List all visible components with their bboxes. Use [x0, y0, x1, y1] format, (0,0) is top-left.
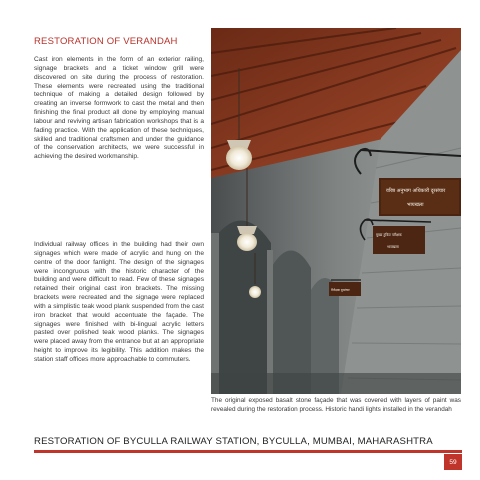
section-heading: RESTORATION OF VERANDAH [34, 36, 178, 47]
sign-1-line-2: भायखला [407, 202, 424, 208]
body-paragraph-1: Cast iron elements in the form of an exterior railing, signage brackets and a ticket window grill were discovered on site during the process of restoration. These elements were recreated using the traditional technique of making a detailed design followed by creating an inverse formwork to cast the metal and then finishing the final product all done by employing manual labour and reviving artisan fabrication workshops that is a fading practice. With the application of these techniques, skilled and traditional craftsmen and under the guidance of the conservation architects, we were successful in achieving the desired workmanship. [34, 56, 204, 161]
sign-2-line-2: भायखला [387, 245, 399, 249]
sign-2-line-1: मुख्य टुकिट परीक्षक [376, 233, 402, 237]
photo-caption: The original exposed basalt stone façade that was covered with layers of paint was revealed during the restoration process. Historic handi lights installed in the verandah [211, 397, 461, 413]
sign-3-line-1: निरीक्षक दूरसंचार [331, 288, 350, 292]
body-paragraph-2: Individual railway offices in the building had their own signages which were made of acrylic and hung on the centre of the door fanlight. The design of the signages were incongruous with the historic character of the building and were difficult to read. Few of these signages retained their original cast iron brackets. The missing brackets were recreated and the signage were replaced with a simplistic teak wood plank suspended from the cast iron bracket that would accentuate the façade. The signages were finished with bi-lingual acrylic letters pasted over polished teak wood planks. The signages were placed away from the entrance but at an appropriate height to improve its legibility. This addition makes the station staff offices more approachable to commuters. [34, 241, 204, 363]
page-number: 59 [444, 454, 462, 470]
sign-1-line-1: वरिष्ठ अनुभाग अधिकारी दूरसंचार [386, 188, 446, 194]
verandah-photo [211, 28, 461, 394]
footer-rule [34, 450, 462, 453]
footer-title: RESTORATION OF BYCULLA RAILWAY STATION, BYCULLA, MUMBAI, MAHARASHTRA [34, 436, 433, 447]
